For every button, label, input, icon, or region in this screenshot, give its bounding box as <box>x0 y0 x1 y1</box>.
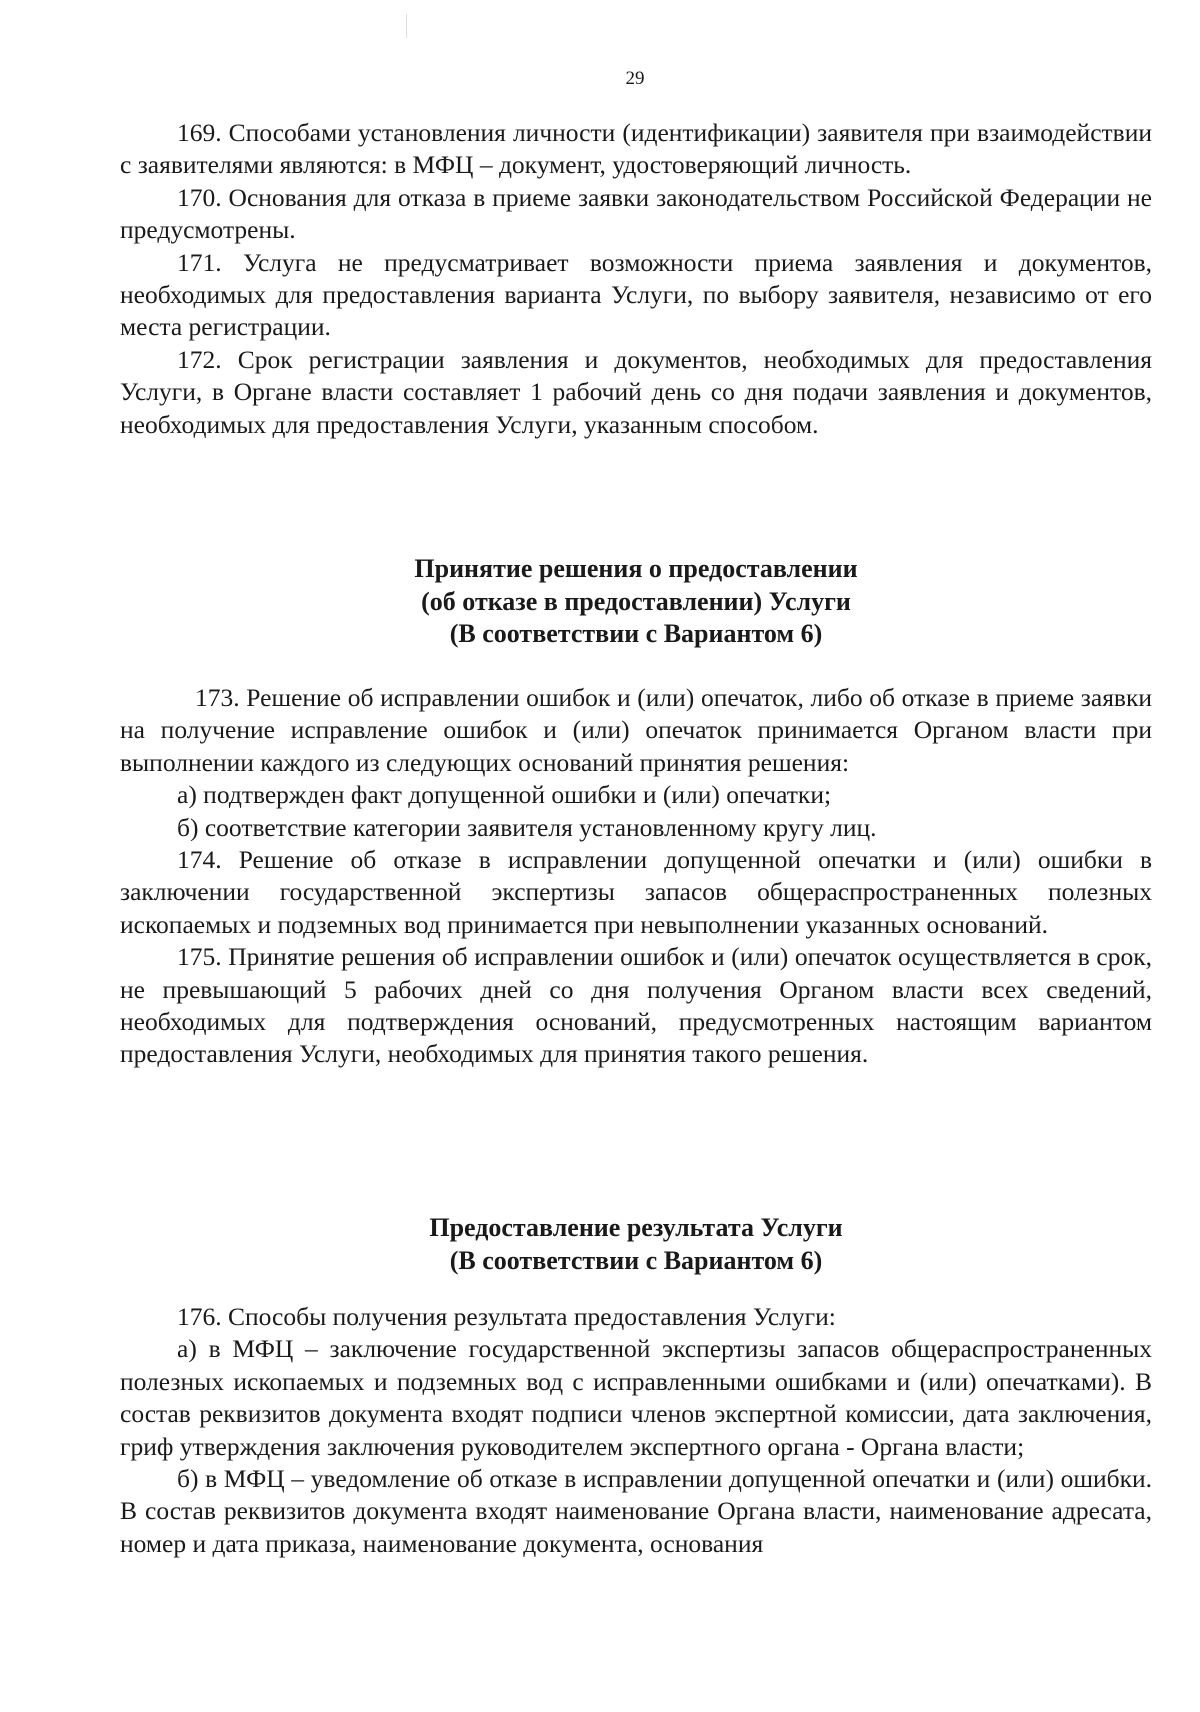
heading-decision-line-1: Принятие решения о предоставлении <box>414 554 858 583</box>
heading-decision <box>120 553 1152 651</box>
page-number: 29 <box>625 68 645 89</box>
heading-decision-line-2: (об отказе в предоставлении) Услуги <box>421 586 851 616</box>
heading-result-line-2: (В соответствии с Вариантом 6) <box>449 1245 823 1275</box>
paragraph-171: 171. Услуга не предусматривает возможности приема заявления и документов, необходимых для предоставления варианта Услуги, по выбору заявителя, независимо от его места регистрации. <box>120 247 1152 342</box>
section-decision <box>120 682 1152 1071</box>
list-item-result-a: а) в МФЦ – заключение государственной экспертизы запасов общераспространенных полезных ископаемых и подземных вод с исправленными ошибками и (или) опечатками). В состав реквизитов документа входят подписи членов экспертной комиссии, дата заключения, гриф утверждения заключения руководителем экспертного органа - Органа власти; <box>120 1334 1152 1461</box>
heading-decision-line-3: (В соответствии с Вариантом 6) <box>449 619 823 649</box>
paragraph-174: 174. Решение об отказе в исправлении допущенной опечатки и (или) ошибки в заключении государственной экспертизы запасов общераспространенных полезных ископаемых и подземных вод принимается при невыполнении указанных оснований. <box>120 845 1152 939</box>
list-item-a: а) подтвержден факт допущенной ошибки и (или) опечатки; <box>177 780 832 810</box>
paragraph-172: 172. Срок регистрации заявления и документов, необходимых для предоставления Услуги, в Органе власти составляет 1 рабочий день со дня подачи заявления и документов, необходимых для предоставления Услуги, указанным способом. <box>120 344 1152 439</box>
heading-result <box>120 1212 1152 1277</box>
scan-artifact-line <box>406 14 407 38</box>
paragraph-176: 176. Способы получения результата предоставления Услуги: <box>177 1302 836 1331</box>
list-item-b: б) соответствие категории заявителя установленному кругу лиц. <box>177 812 877 842</box>
paragraph-169: 169. Способами установления личности (идентификации) заявителя при взаимодействии с заявителями являются: в МФЦ – документ, удостоверяющий личность. <box>120 118 1152 180</box>
heading-result-line-1: Предоставление результата Услуги <box>429 1213 843 1242</box>
list-item-result-b: б) в МФЦ – уведомление об отказе в исправлении допущенной опечатки и (или) ошибки. В состав реквизитов документа входят наименование Органа власти, наименование адресата, номер и дата приказа, наименование документа, основания <box>120 1464 1152 1558</box>
section-result <box>120 1301 1152 1560</box>
paragraph-173: 173. Решение об исправлении ошибок и (или) опечаток, либо об отказе в приеме заявки на получение исправление ошибок и (или) опечаток принимается Органом власти при выполнении каждого из следующих оснований принятия решения: <box>120 683 1152 777</box>
paragraph-175: 175. Принятие решения об исправлении ошибок и (или) опечаток осуществляется в срок, не превышающий 5 рабочих дней со дня получения Органом власти всех сведений, необходимых для подтверждения оснований, предусмотренных настоящим вариантом предоставления Услуги, необходимых для принятия такого решения. <box>120 942 1152 1069</box>
paragraph-170: 170. Основания для отказа в приеме заявки законодательством Российской Федерации не предусмотрены. <box>120 182 1152 245</box>
section-registration <box>120 117 1152 441</box>
